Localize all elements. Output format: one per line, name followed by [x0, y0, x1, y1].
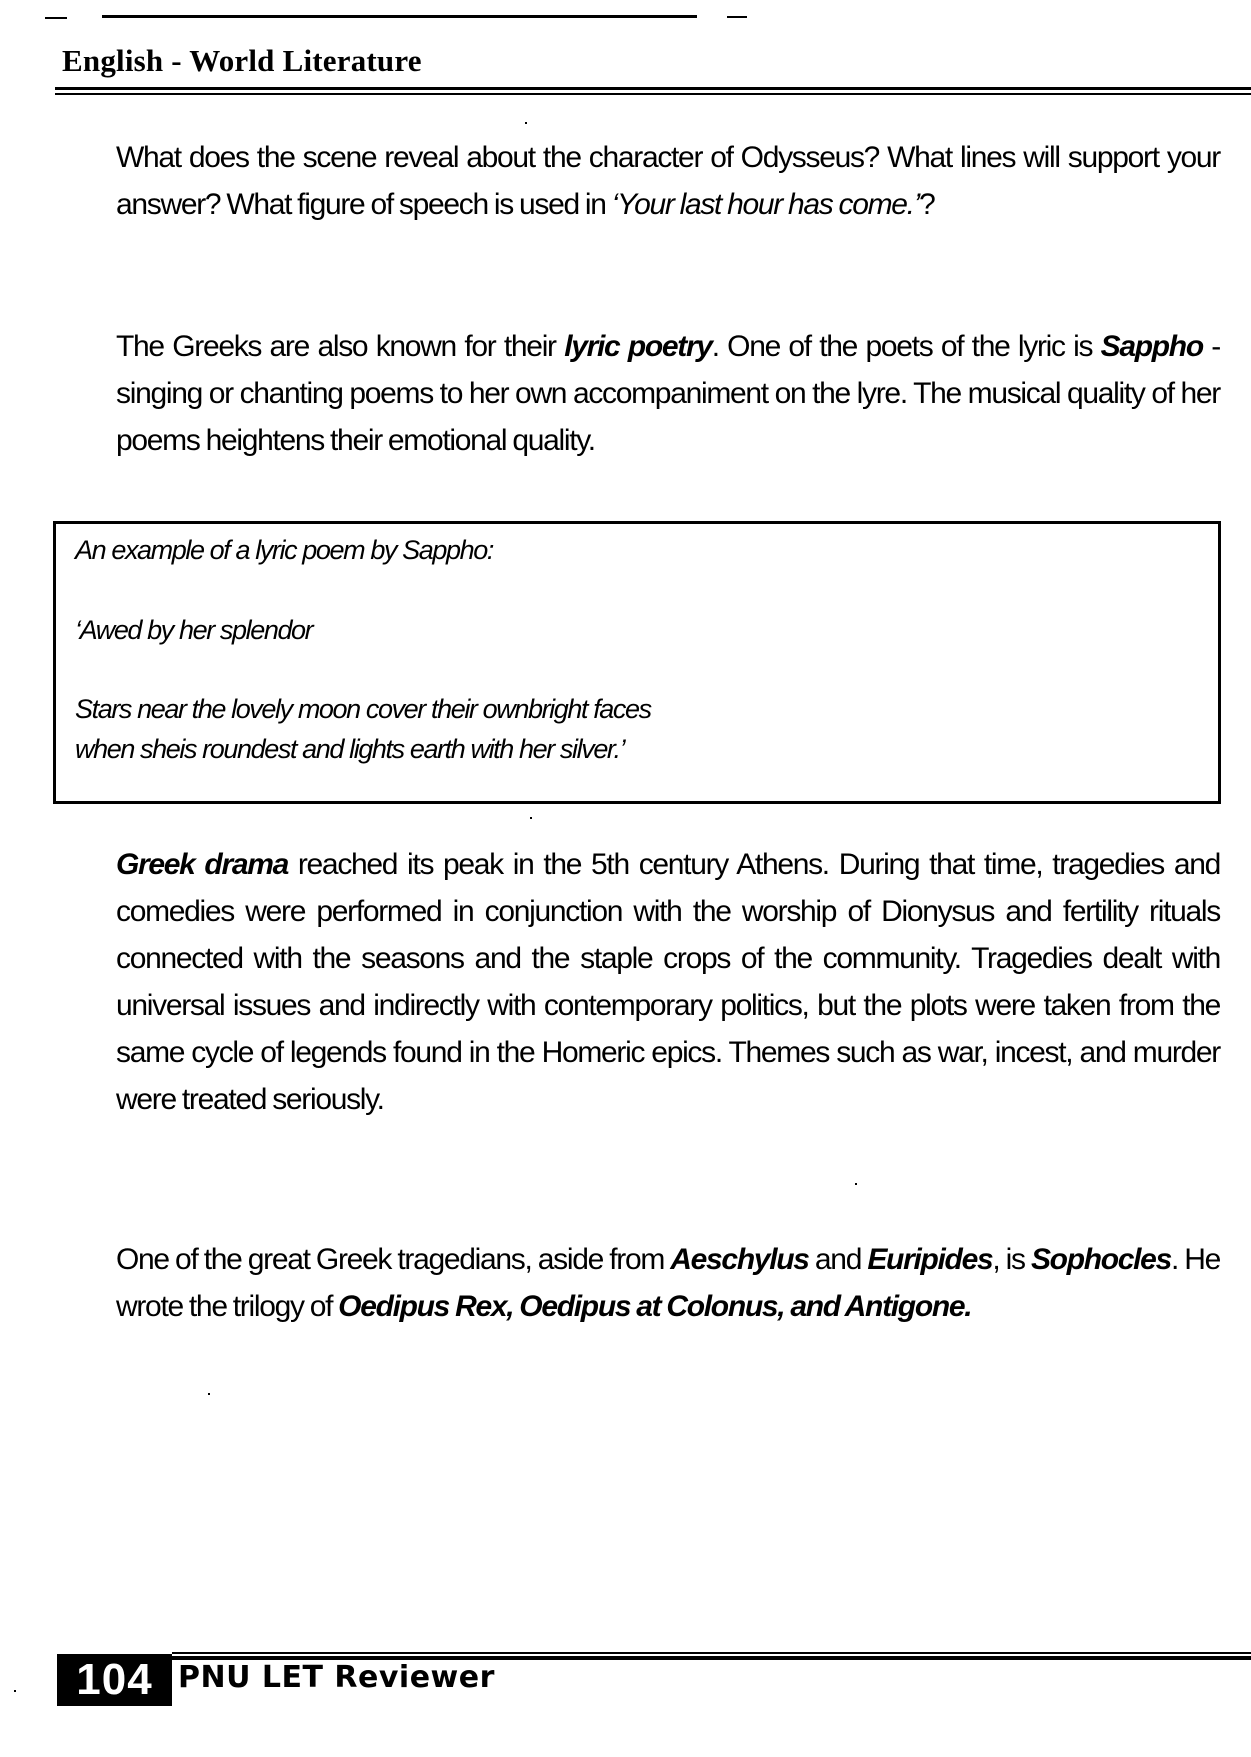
paragraph-lyric-poetry — [116, 323, 1220, 464]
works-trilogy: Oedipus Rex, Oedipus at Colonus, and Antigone. — [338, 1290, 972, 1323]
page-number: 104 — [57, 1654, 172, 1706]
scan-speck — [208, 1393, 210, 1395]
running-header: English - World Literature — [62, 43, 422, 78]
text-span: . One of the poets of the lyric is — [711, 330, 1101, 363]
poem-line-3: when sheis roundest and lights earth with her silver.’ — [75, 734, 625, 764]
poem-line-2: Stars near the lovely moon cover their ownbright faces — [75, 694, 651, 724]
text-span: - singing or chanting poems to her own accompaniment on the lyre. The musical quality of her poems heightens their emotional quality. — [116, 330, 1220, 457]
quoted-line: ‘Your last hour has come.’ — [611, 188, 920, 221]
top-rule-dash — [727, 16, 747, 18]
paragraph-tragedians — [116, 1236, 1220, 1330]
scan-speck — [855, 1183, 857, 1185]
name-sophocles: Sophocles — [1030, 1243, 1171, 1276]
poet-sappho: Sappho — [1100, 330, 1203, 363]
example-intro: An example of a lyric poem by Sappho: — [75, 535, 493, 565]
name-aeschylus: Aeschylus — [670, 1243, 809, 1276]
scan-speck — [525, 122, 527, 124]
footer-title: PNU LET Reviewer — [178, 1660, 495, 1695]
footer-rule-thin — [172, 1652, 1251, 1654]
text-span: One of the great Greek tragedians, aside from — [116, 1243, 671, 1276]
text-span: and — [808, 1243, 868, 1276]
top-rule-short — [45, 17, 67, 19]
paragraph-greek-drama — [116, 841, 1220, 1123]
text-span: The Greeks are also known for their — [116, 330, 565, 363]
text-span: . He wrote the trilogy of — [116, 1243, 1220, 1323]
name-euripides: Euripides — [867, 1243, 993, 1276]
poem-line-1: ‘Awed by her splendor — [75, 615, 313, 645]
question-mark: ? — [919, 188, 935, 221]
term-lyric-poetry: lyric poetry — [564, 330, 712, 363]
example-box — [53, 521, 1221, 804]
paragraph-odysseus-questions — [116, 134, 1220, 228]
term-greek-drama: Greek drama — [116, 848, 288, 881]
text-span: , is — [992, 1243, 1031, 1276]
text-span: reached its peak in the 5th century Athens. During that time, tragedies and comedies were performed in conjunction with the worship of Dionysus and fertility rituals connected with the seasons and the staple crops of the community. Tragedies dealt with universal issues and indirectly with contemporary politics, but the plots were taken from the same cycle of legends found in the Homeric epics. Themes such as war, incest, and murder were treated seriously. — [116, 848, 1220, 1116]
scan-speck — [530, 817, 532, 819]
scan-speck — [14, 1690, 16, 1692]
top-rule — [102, 15, 697, 18]
question-text: What does the scene reveal about the character of Odysseus? What lines will support your answer? What figure of speech is used in — [116, 141, 1220, 221]
header-rule-thin — [55, 93, 1251, 95]
header-rule-thick — [55, 87, 1251, 90]
